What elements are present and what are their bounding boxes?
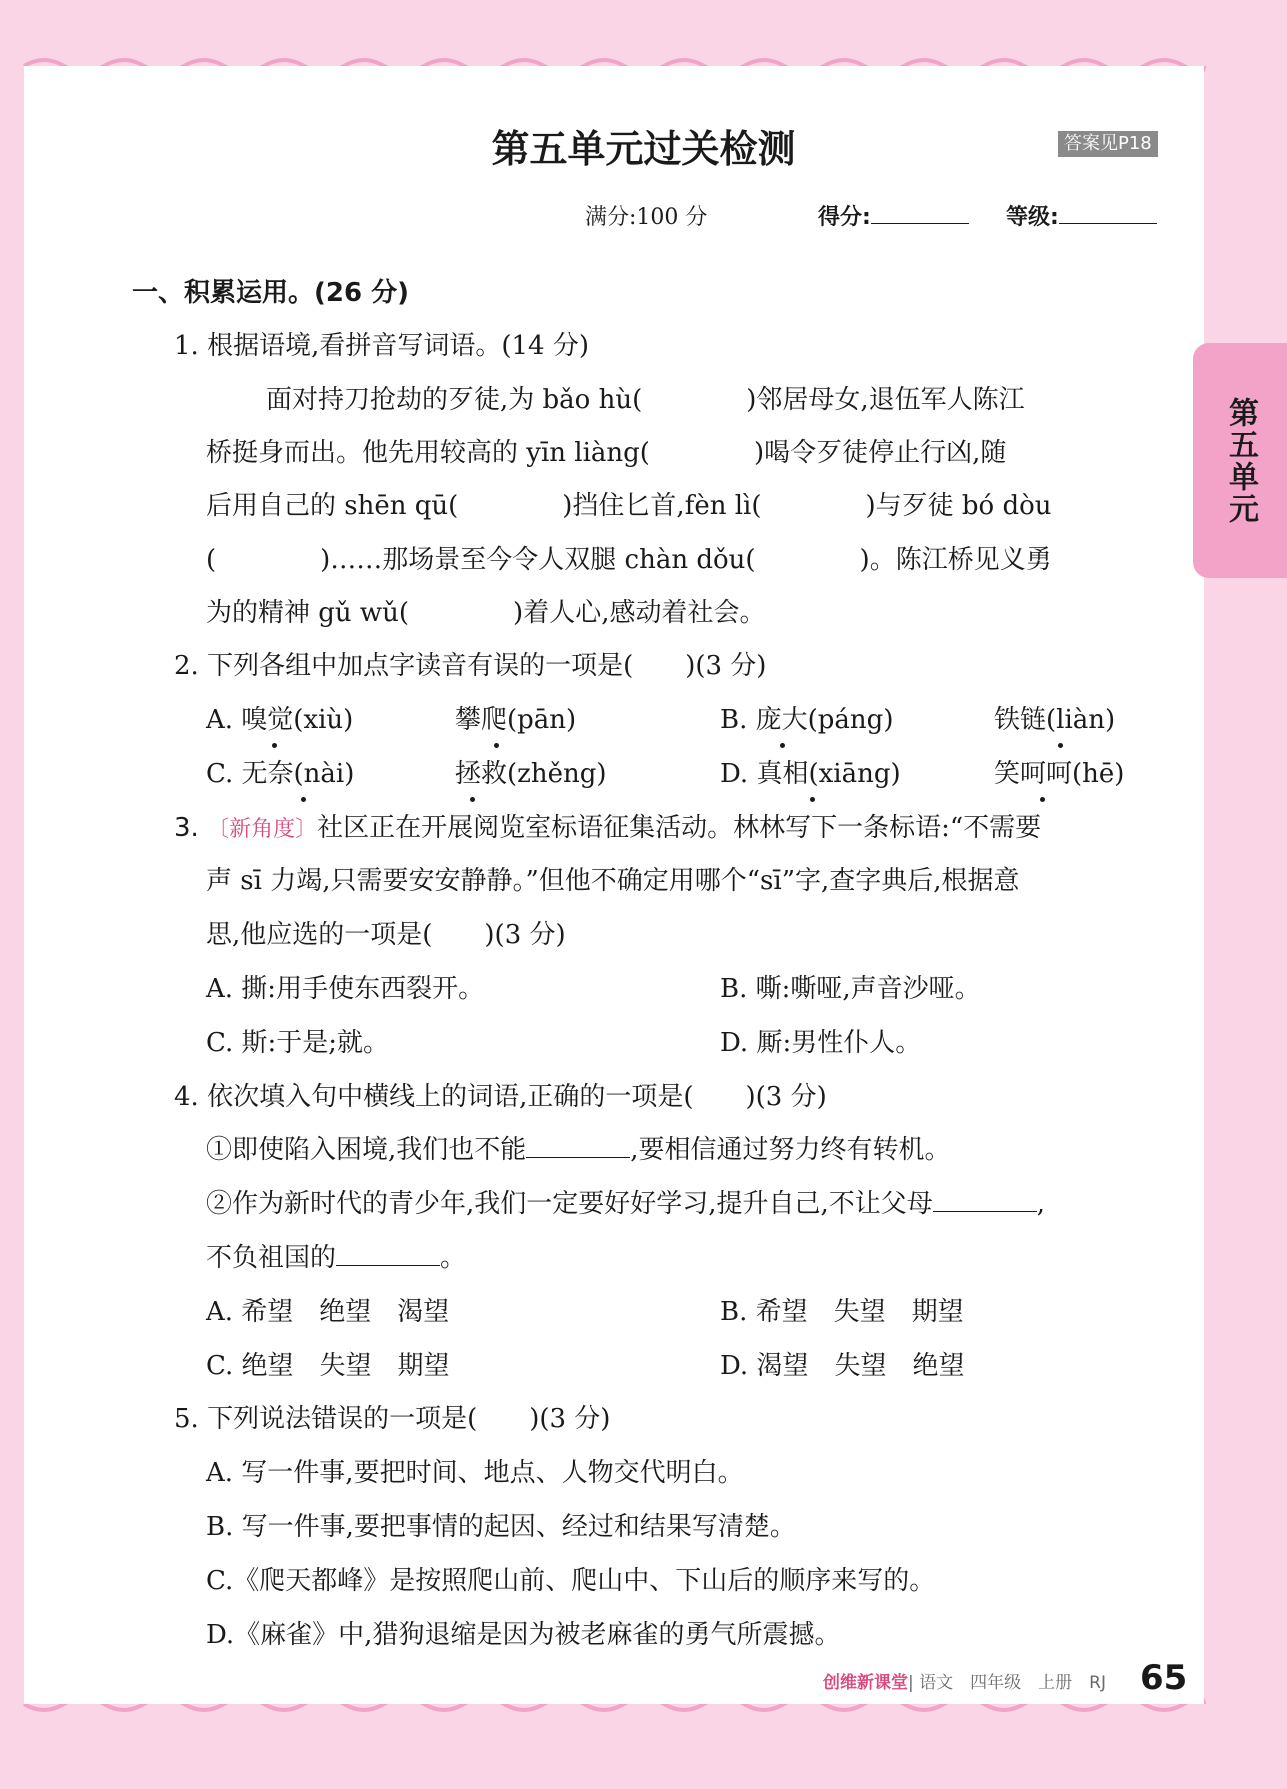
option-c: C.《爬天都峰》是按照爬山前、爬山中、下山后的顺序来写的。 (206, 1566, 936, 1596)
emphasis-dot (1058, 743, 1063, 748)
unit-side-tab (1193, 343, 1287, 578)
emphasis-dot (470, 797, 475, 802)
question-1-stem: 1. 根据语境,看拼音写词语。(14 分) (174, 331, 589, 361)
question-3-line: 思,他应选的一项是( )(3 分) (206, 920, 566, 950)
option-a: A. 希望 绝望 渴望 (206, 1297, 450, 1327)
option-b-word2: 铁链(liàn) (994, 705, 1116, 735)
option-a-word2: 攀爬(pān) (455, 705, 577, 735)
question-4-sentence-3: 不负祖国的 。 (206, 1243, 467, 1273)
score-blank (871, 201, 969, 224)
option-c: C. 绝望 失望 期望 (206, 1351, 450, 1381)
page-number: 65 (1140, 1658, 1188, 1698)
option-b: B. 庞大(páng) (720, 705, 894, 735)
question-3-stem: 3. 〔新角度〕社区正在开展阅览室标语征集活动。林林写下一条标语:“不需要 (174, 813, 1042, 843)
fill-blank (526, 1135, 630, 1158)
question-3-text: 社区正在开展阅览室标语征集活动。林林写下一条标语:“不需要 (317, 813, 1042, 843)
full-score-label: 满分:100 分 (585, 205, 708, 230)
option-a: A. 嗅觉(xiù) (206, 705, 354, 735)
book-info: | 语文 四年级 上册 RJ (908, 1673, 1106, 1693)
emphasis-dot (780, 743, 785, 748)
question-1-line: ( )……那场景至今令人双腿 chàn dǒu( )。陈江桥见义勇 (206, 545, 1052, 575)
question-5-stem: 5. 下列说法错误的一项是( )(3 分) (174, 1404, 611, 1434)
unit-side-tab-label: 第五单元 (1223, 396, 1258, 525)
emphasis-dot (1040, 797, 1045, 802)
question-1-line: 为的精神 gǔ wǔ( )着人心,感动着社会。 (206, 598, 766, 628)
option-c-word2: 拯救(zhěng) (455, 759, 607, 789)
score-label: 得分: (818, 205, 871, 230)
footer-info (823, 1668, 1106, 1693)
question-1-line: 面对持刀抢劫的歹徒,为 bǎo hù( )邻居母女,退伍军人陈江 (266, 385, 1025, 415)
option-d: D. 渴望 失望 绝望 (720, 1351, 965, 1381)
fill-blank (336, 1243, 440, 1266)
option-d-word2: 笑呵呵(hē) (994, 759, 1125, 789)
option-b: B. 嘶:嘶哑,声音沙哑。 (720, 974, 981, 1004)
page-title: 第五单元过关检测 (491, 127, 796, 171)
question-4-stem: 4. 依次填入句中横线上的词语,正确的一项是( )(3 分) (174, 1082, 827, 1112)
question-4-sentence-1: ①即使陷入困境,我们也不能 ,要相信通过努力终有转机。 (206, 1135, 951, 1165)
option-a: A. 写一件事,要把时间、地点、人物交代明白。 (206, 1458, 744, 1488)
emphasis-dot (272, 743, 277, 748)
grade-label: 等级: (1006, 205, 1059, 230)
option-b: B. 希望 失望 期望 (720, 1297, 964, 1327)
grade-blank (1059, 201, 1157, 224)
question-1-line: 后用自己的 shēn qū( )挡住匕首,fèn lì( )与歹徒 bó dòu (206, 491, 1052, 521)
emphasis-dot (810, 797, 815, 802)
option-a: A. 撕:用手使东西裂开。 (206, 974, 485, 1004)
option-b: B. 写一件事,要把事情的起因、经过和结果写清楚。 (206, 1512, 796, 1542)
option-d: D. 厮:男性仆人。 (720, 1028, 922, 1058)
question-4-sentence-2: ②作为新时代的青少年,我们一定要好好学习,提升自己,不让父母 , (206, 1189, 1046, 1219)
section-heading: 一、积累运用。(26 分) (132, 278, 409, 308)
emphasis-dot (301, 797, 306, 802)
option-c: C. 斯:于是;就。 (206, 1028, 390, 1058)
option-d: D.《麻雀》中,猎狗退缩是因为被老麻雀的勇气所震撼。 (206, 1620, 841, 1650)
fill-blank (933, 1189, 1037, 1212)
grade-field (1006, 200, 1157, 231)
question-3-line: 声 sī 力竭,只需要安安静静。”但他不确定用哪个“sī”字,查字典后,根据意 (206, 866, 1020, 896)
answer-reference-badge: 答案见P18 (1058, 131, 1158, 157)
score-field (818, 200, 969, 231)
option-c: C. 无奈(nài) (206, 759, 355, 789)
new-angle-tag: 〔新角度〕 (207, 817, 318, 842)
question-2-stem: 2. 下列各组中加点字读音有误的一项是( )(3 分) (174, 651, 767, 681)
emphasis-dot (494, 743, 499, 748)
option-d: D. 真相(xiāng) (720, 759, 901, 789)
publisher-brand: 创维新课堂 (823, 1673, 908, 1693)
question-1-line: 桥挺身而出。他先用较高的 yīn liàng( )喝令歹徒停止行凶,随 (206, 438, 1007, 468)
